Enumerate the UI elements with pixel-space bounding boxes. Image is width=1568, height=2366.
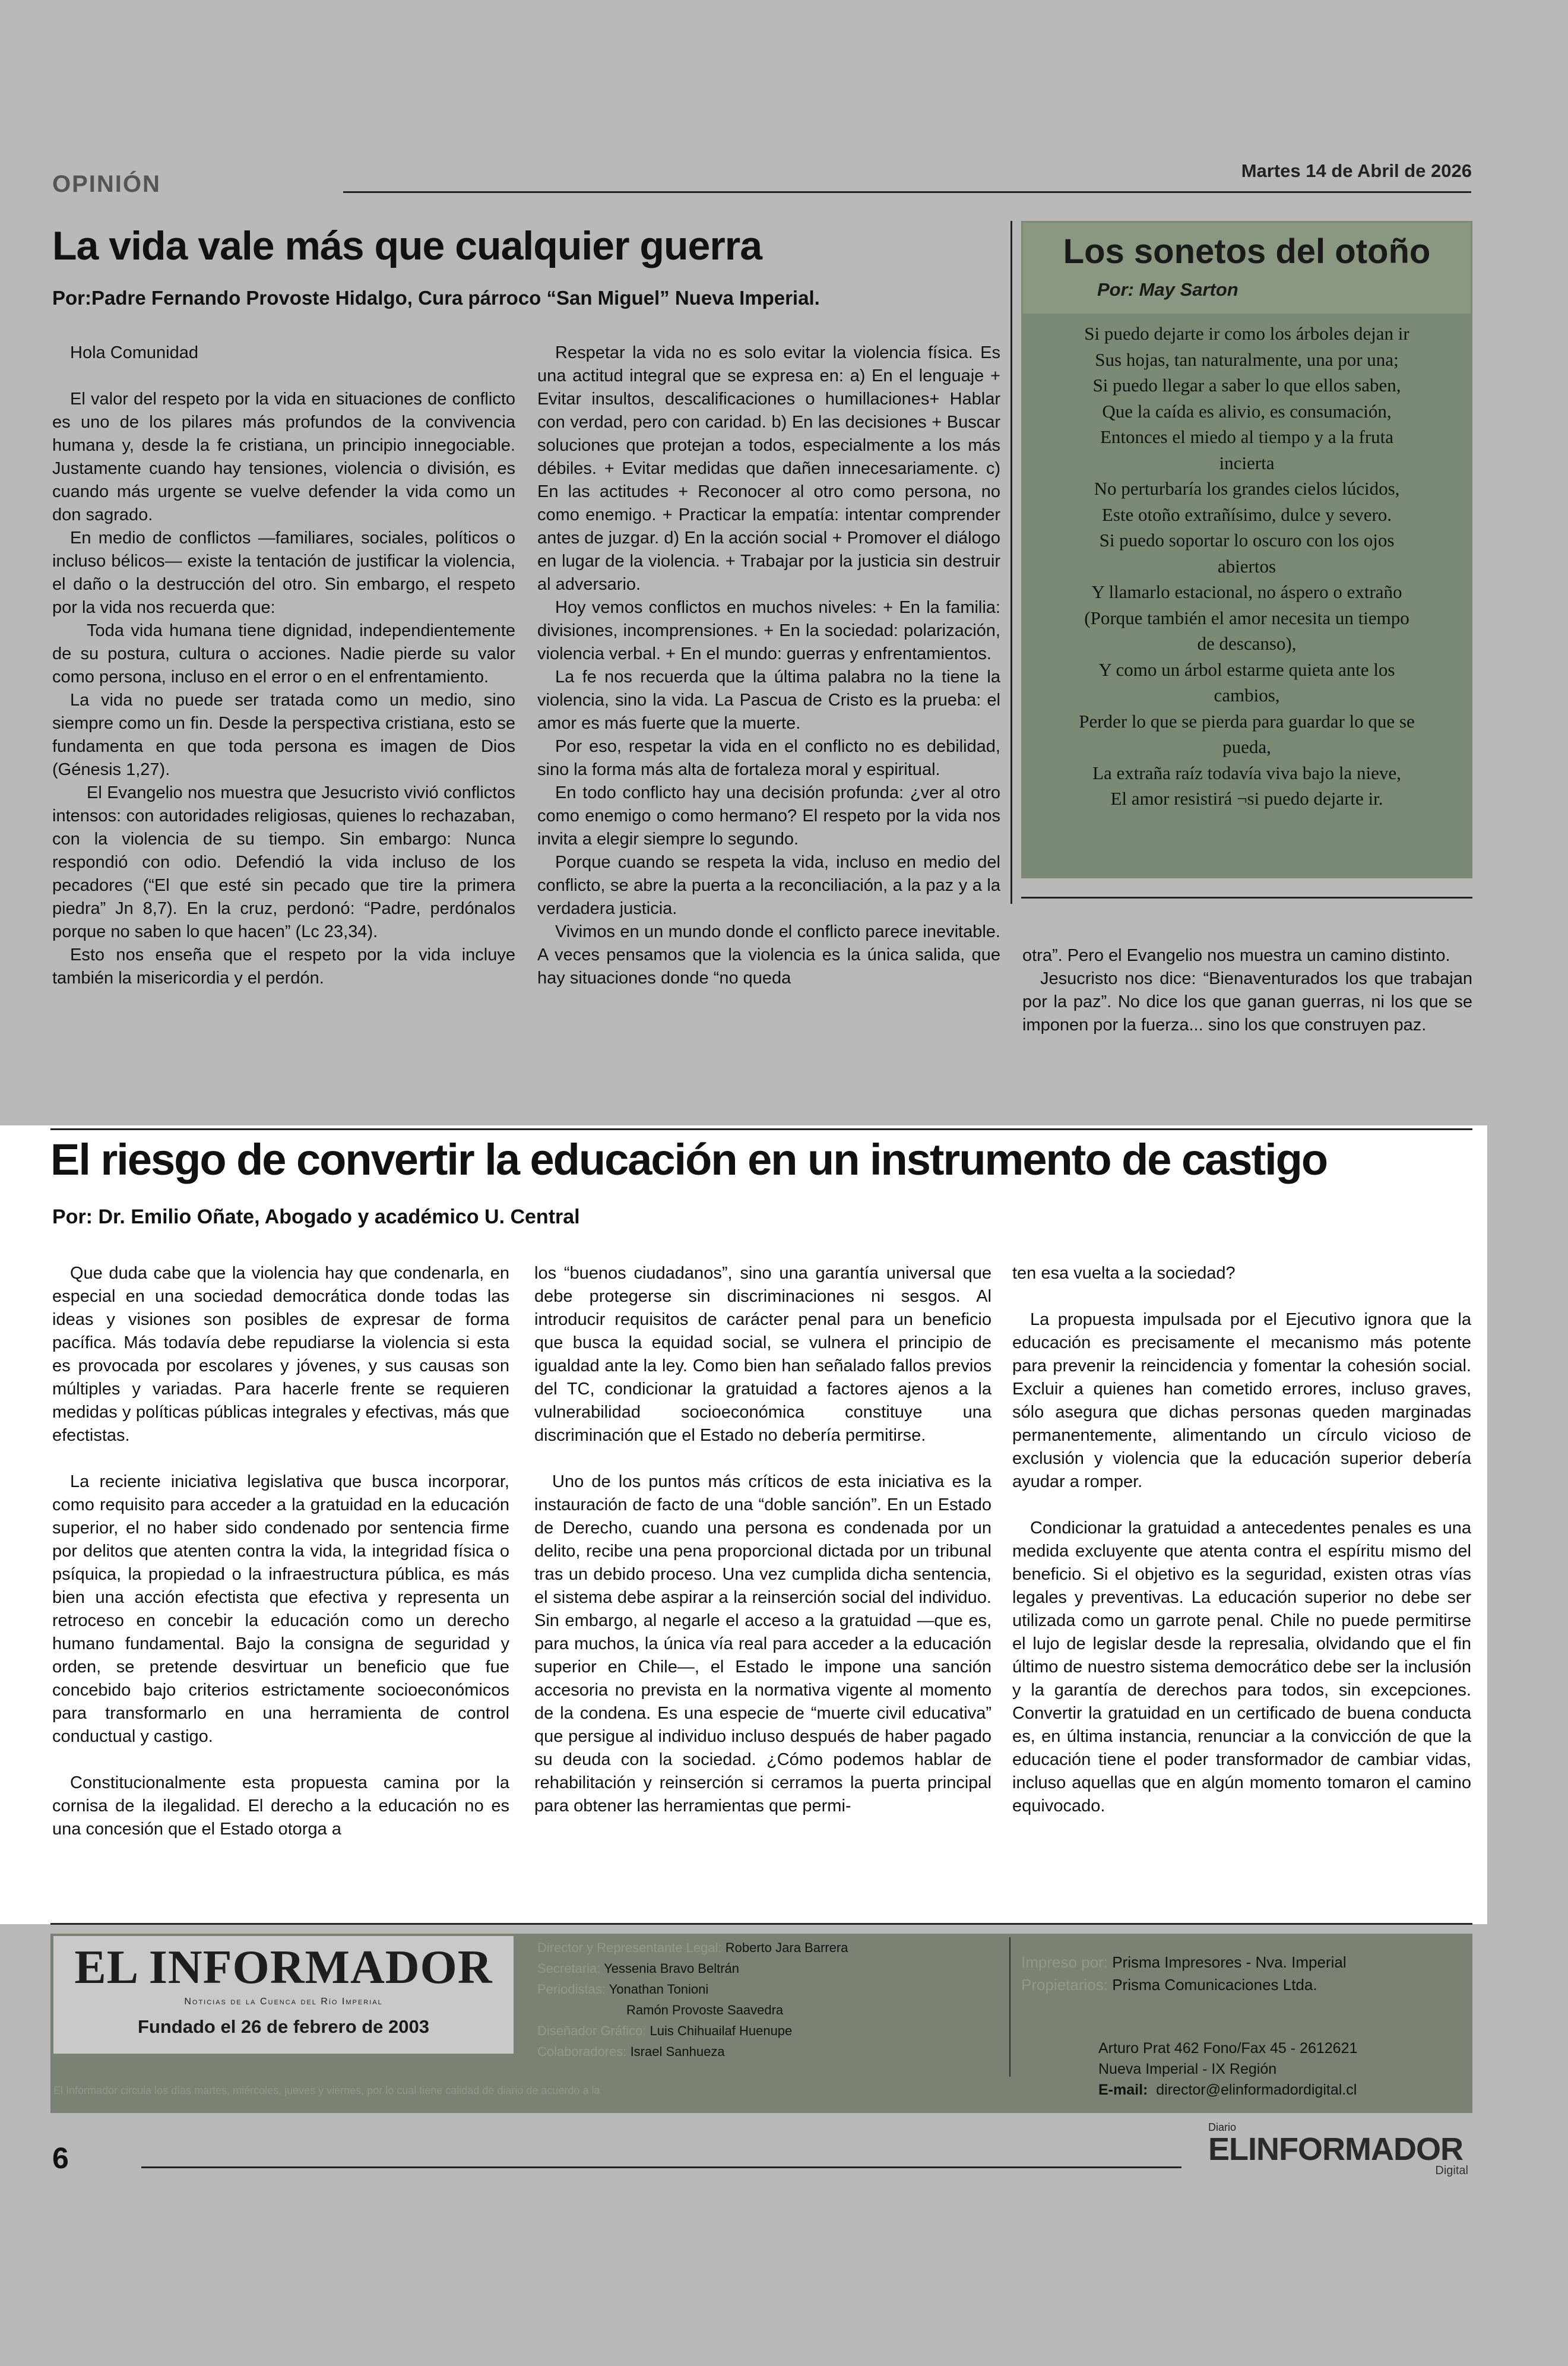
paragraph: El valor del respeto por la vida en situaciones de conflicto es uno de los pilares más profundos de la convivencia humana y, desde la fe cristiana, un principio innegociable. Justamente cuando hay tensiones, violencia o división, es cuando más urgente se vuelve defender la vida como un don sagrado. — [52, 390, 515, 524]
credit-line: Periodistas: Yonathan Tonioni — [537, 1982, 709, 1997]
paragraph: Que duda cabe que la violencia hay que condenarla, en especial en una sociedad democrática donde todas las ideas y visiones son posibles de expresar de forma pacífica. Más todavía debe repudiarse la violencia si esta es provocada por escolares y jóvenes, y sus causas son múltiples y variadas. Para hacerle frente se requieren medidas y políticas públicas integrales y efectivas, más que efectistas. — [52, 1264, 509, 1445]
poem-author: Por: May Sarton — [1097, 279, 1238, 300]
paragraph: Esto nos enseña que el respeto por la vida incluye también la misericordia y el perdón. — [52, 945, 515, 988]
article1-title: La vida vale más que cualquier guerra — [52, 223, 762, 268]
poem-line: incierta — [1219, 452, 1275, 473]
logo-tagline: Noticias de la Cuenca del Río Imperial — [184, 1997, 383, 2007]
poem-line: Este otoño extrañísimo, dulce y severo. — [1101, 504, 1392, 525]
paragraph: Hoy vemos conflictos en muchos niveles: + En la familia: divisiones, incomprensiones. + En la sociedad: polarización, violencia verbal. + En el mundo: guerras y enfrentamientos. — [537, 598, 1000, 663]
contact-info — [1098, 2038, 1357, 2101]
paragraph: La propuesta impulsada por el Ejecutivo ignora que la educación es precisamente el mecanismo más potente para prevenir la reincidencia y fomentar la cohesión social. Excluir a quienes han cometido errores, incluso graves, sólo asegura que dichas personas queden marginadas permanentemente, alimentando un círculo vicioso de exclusión y violencia que la educación superior debería ayudar a romper. — [1012, 1310, 1471, 1491]
poem-title: Los sonetos del otoño — [1063, 232, 1431, 271]
paragraph: Porque cuando se respeta la vida, incluso en medio del conflicto, se abre la puerta a la reconciliación, a la paz y a la verdadera justicia. — [537, 853, 1000, 918]
founded-date: Fundado el 26 de febrero de 2003 — [138, 2016, 429, 2037]
paragraph: Respetar la vida no es solo evitar la violencia física. Es una actitud integral que se expresa en: a) En el lenguaje + Evitar insultos, descalificaciones o humillaciones+ Hablar con verdad, pero con caridad. b) En las decisiones + Buscar soluciones que protejan a todos, especialmente a los más débiles. + Evitar medidas que dañen innecesariamente. c) En las actitudes + Reconocer al otro como persona, no como enemigo. + Practicar la empatía: intentar comprender antes de juzgar. d) En la acción social + Promover el diálogo en lugar de la violencia. + Trabajar por la justicia sin destruir al adversario. — [537, 343, 1000, 594]
paragraph: Uno de los puntos más críticos de esta iniciativa es la instauración de facto de una “doble sanción”. En un Estado de Derecho, cuando una persona es condenada por un delito, recibe una pena proporcional dictada por un tribunal tras un debido proceso. Una vez cumplida dicha sentencia, el sistema debe aspirar a la reinserción social del individuo. Sin embargo, al negarle el acceso a la gratuidad —que es, para muchos, la única vía real para acceder a la educación superior en Chile—, el Estado le impone una sanción accesoria no prevista en la normativa vigente al momento de la condena. Es una especie de “muerte civil educativa” que persigue al individuo incluso después de haber pagado su deuda con la sociedad. ¿Cómo podemos hablar de rehabilitación y reinserción si cerramos la puerta principal para obtener las herramientas que permi- — [534, 1472, 992, 1815]
page-number: 6 — [52, 2142, 69, 2175]
paragraph: Jesucristo nos dice: “Bienaventurados los que trabajan por la paz”. No dice los que ganan guerras, ni los que se imponen por la fuerza... sino los que construyen paz. — [1022, 969, 1472, 1035]
circulation-note: El Informador circula los días martes, miércoles, jueves y viernes, por lo cual tiene calidad de diario de acuerdo a la — [53, 2085, 600, 2096]
poem-line: No perturbaría los grandes cielos lúcidos, — [1094, 478, 1400, 499]
credit-line: Diseñador Gráfico: Luis Chihuailaf Huenupe — [537, 2023, 793, 2038]
brand-name: ELINFORMADOR — [1208, 2131, 1463, 2167]
column-divider — [1011, 221, 1012, 904]
credit-line: Ramón Provoste Saavedra — [626, 2003, 784, 2017]
staff-credits — [537, 1937, 1000, 2062]
credit-line: Director y Representante Legal: Roberto Jara Barrera — [537, 1940, 848, 1955]
paragraph: Constitucionalmente esta propuesta camina por la cornisa de la ilegalidad. El derecho a la educación no es una concesión que el Estado otorga a — [52, 1773, 509, 1839]
paragraph: La vida no puede ser tratada como un medio, sino siempre como un fin. Desde la perspectiva cristiana, esto se fundamenta en que toda persona es imagen de Dios (Génesis 1,27). — [52, 691, 515, 779]
paragraph: La fe nos recuerda que la última palabra no la tiene la violencia, sino la vida. La Pascua de Cristo es la prueba: el amor es más fuerte que la muerte. — [537, 668, 1000, 733]
poem-line: abiertos — [1217, 555, 1276, 577]
paragraph: En todo conflicto hay una decisión profunda: ¿ver al otro como enemigo o como hermano? El respeto por la vida nos invita a elegir siempre lo segundo. — [537, 783, 1000, 849]
paragraph: Condicionar la gratuidad a antecedentes penales es una medida excluyente que atenta contra el espíritu mismo del beneficio. Si el objetivo es la seguridad, existen otras vías legales y preventivas. La educación superior no debe ser utilizada como un garrote penal. Chile no puede permitirse el lujo de legislar desde la represalia, olvidando que el fin último de nuestro sistema democrático debe ser la inclusión y la garantía de derechos para todos, sin excepciones. Convertir la gratuidad en un certificado de buena conducta es, en última instancia, renunciar a la convicción de que la educación tiene el poder transformador de cambiar vidas, incluso aquellas que en algún momento tomaron el camino equivocado. — [1012, 1519, 1471, 1815]
credit-line: Impreso por: Prisma Impresores - Nva. Imperial — [1021, 1953, 1347, 1971]
poem-line: Perder lo que se pierda para guardar lo que se — [1079, 710, 1415, 732]
credit-line: Secretaria: Yessenia Bravo Beltrán — [537, 1961, 739, 1976]
paragraph: ten esa vuelta a la sociedad? — [1012, 1264, 1236, 1283]
print-credits — [1021, 1951, 1347, 1996]
email-link[interactable]: director@elinformadordigital.cl — [1156, 2082, 1357, 2098]
city: Nueva Imperial - IX Región — [1098, 2061, 1277, 2077]
paragraph: otra”. Pero el Evangelio nos muestra un camino distinto. — [1022, 946, 1450, 965]
poem-line: Y como un árbol estarme quieta ante los — [1098, 659, 1395, 680]
poem-line: Y llamarlo estacional, no áspero o extraño — [1091, 581, 1402, 602]
paragraph: El Evangelio nos muestra que Jesucristo vivió conflictos intensos: con autoridades religiosas, quienes lo rechazaban, con la violencia de su tiempo. Sin embargo: Nunca respondió con odio. Defendió la vida incluso de los pecadores (“El que esté sin pecado que tire la primera piedra” Jn 8,7). En la cruz, perdonó: “Padre, perdónalos porque no saben lo que hacen” (Lc 23,34). — [52, 783, 515, 941]
article2-column-1 — [52, 1262, 509, 1841]
address: Arturo Prat 462 Fono/Fax 45 - 2612621 — [1098, 2040, 1358, 2057]
paragraph: En medio de conflictos —familiares, sociales, políticos o incluso bélicos— existe la tentación de justificar la violencia, el daño o la destrucción del otro. Sin embargo, el respeto por la vida nos recuerda que: — [52, 529, 515, 617]
article2-column-3 — [1012, 1262, 1471, 1818]
article1-column-2 — [537, 341, 1000, 990]
brand-logo — [1208, 2121, 1473, 2178]
paragraph: Toda vida humana tiene dignidad, independientemente de su postura, cultura o acciones. Nadie pierde su valor como persona, incluso en el error o en el enfrentamiento. — [52, 621, 515, 687]
poem-line: (Porque también el amor necesita un tiempo — [1084, 607, 1409, 628]
paragraph: Vivimos en un mundo donde el conflicto parece inevitable. A veces pensamos que la violencia es la única salida, que hay situaciones donde “no queda — [537, 922, 1000, 988]
poem-line: Que la caída es alivio, es consumación, — [1102, 400, 1392, 422]
poem-line: Sus hojas, tan naturalmente, una por una; — [1095, 349, 1399, 370]
bottom-rule — [141, 2166, 1181, 2168]
article1-column-3 — [1022, 944, 1472, 1037]
paragraph: Hola Comunidad — [70, 343, 199, 362]
poem-line: de descanso), — [1197, 633, 1297, 654]
poem-bottom-rule — [1021, 897, 1472, 899]
poem-line: pueda, — [1222, 736, 1271, 757]
brand-sub: Digital — [1435, 2164, 1468, 2177]
poem-line: Entonces el miedo al tiempo y a la fruta — [1100, 426, 1394, 447]
header-rule — [343, 191, 1471, 193]
article1-byline: Por:Padre Fernando Provoste Hidalgo, Cura párroco “San Miguel” Nueva Imperial. — [52, 287, 820, 309]
paragraph: Por eso, respetar la vida en el conflicto no es debilidad, sino la forma más alta de fortaleza moral y espiritual. — [537, 737, 1000, 779]
masthead-divider — [1009, 1937, 1011, 2077]
paragraph: La reciente iniciativa legislativa que busca incorporar, como requisito para acceder a la gratuidad en la educación superior, el no haber sido condenado por sentencia firme por delitos que atenten contra la vida, la integridad física o psíquica, la propiedad o la infraestructura pública, es más bien una acción efectista que efectiva y representa un retroceso en concebir la educación como un derecho humano fundamental. Bajo la consigna de seguridad y orden, se pretende desvirtuar un beneficio que fue concebido bajo criterios estrictamente socioeconómicos para transformarlo en una herramienta de control conductual y castigo. — [52, 1472, 509, 1746]
article2-top-rule — [50, 1128, 1472, 1130]
article2-byline: Por: Dr. Emilio Oñate, Abogado y académico U. Central — [52, 1206, 580, 1228]
newspaper-logo: EL INFORMADOR — [74, 1941, 493, 1994]
article2-column-2 — [534, 1262, 992, 1818]
poem-line: El amor resistirá ¬si puedo dejarte ir. — [1110, 788, 1383, 809]
poem-body — [1033, 321, 1461, 867]
poem-line: Si puedo llegar a saber lo que ellos saben, — [1092, 375, 1401, 396]
article2-title: El riesgo de convertir la educación en un instrumento de castigo — [50, 1135, 1328, 1184]
credit-line: Propietarios: Prisma Comunicaciones Ltda. — [1021, 1976, 1317, 1994]
poem-line: cambios, — [1214, 685, 1280, 706]
paragraph: los “buenos ciudadanos”, sino una garantía universal que debe protegerse sin discriminaciones ni sesgos. Al introducir requisitos de carácter penal para un beneficio que busca la equidad social, se vulnera el principio de igualdad ante la ley. Como bien han señalado fallos previos del TC, condicionar la gratuidad a factores ajenos a la vulnerabilidad socioeconómica constituye una discriminación que el Estado no debería permitirse. — [534, 1264, 992, 1445]
email-line: E-mail: director@elinformadordigital.cl — [1098, 2082, 1357, 2098]
poem-line: Si puedo soportar lo oscuro con los ojos — [1099, 530, 1395, 551]
article2-bottom-rule — [50, 1923, 1472, 1925]
section-label: OPINIÓN — [52, 171, 161, 197]
brand-small: Diario — [1208, 2121, 1237, 2133]
credit-line: Colaboradores: Israel Sanhueza — [537, 2044, 725, 2059]
issue-date: Martes 14 de Abril de 2026 — [1241, 160, 1472, 181]
poem-line: Si puedo dejarte ir como los árboles dejan ir — [1084, 323, 1409, 344]
article1-column-1 — [52, 341, 515, 990]
poem-line: La extraña raíz todavía viva bajo la nieve, — [1092, 762, 1401, 783]
